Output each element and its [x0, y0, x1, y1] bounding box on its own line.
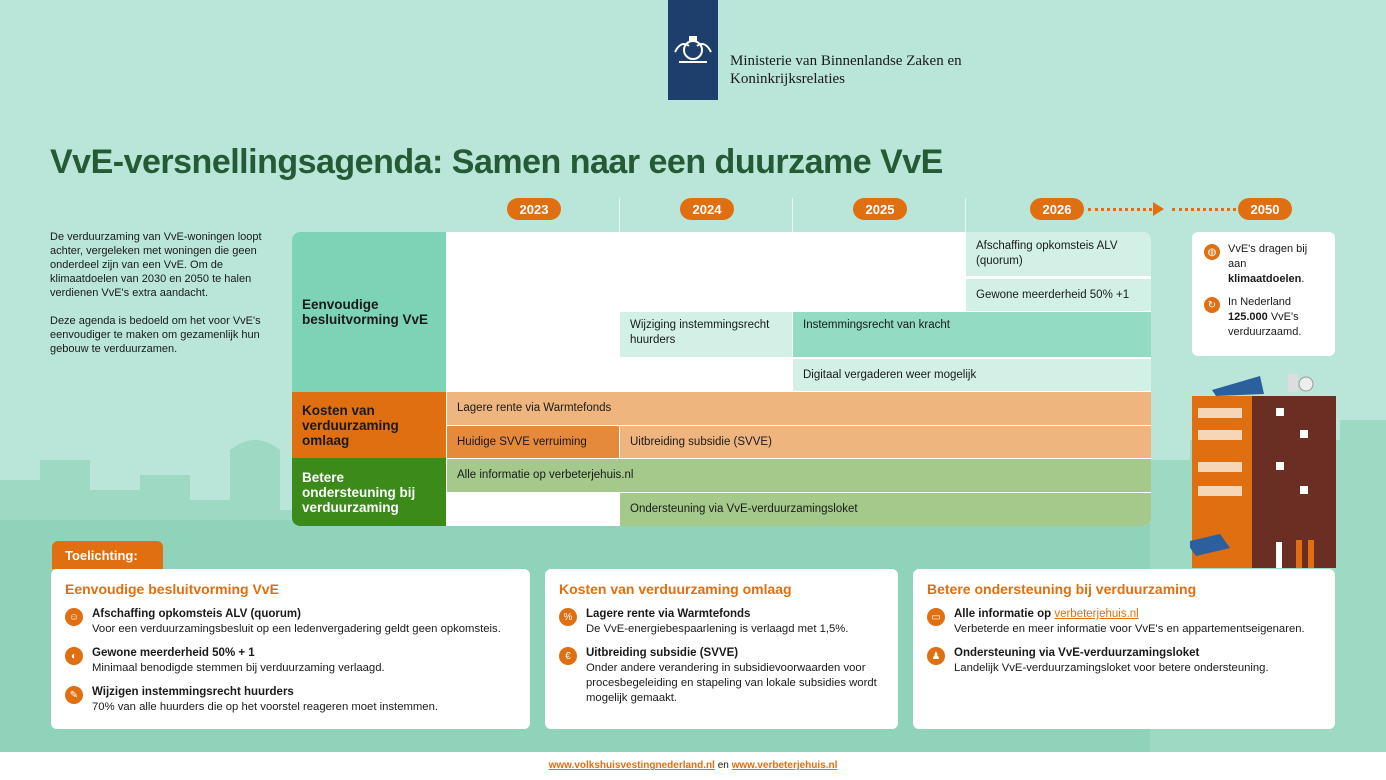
cell-gewone-meerderheid: Gewone meerderheid 50% +1 [966, 279, 1151, 311]
laptop-icon: ▭ [927, 608, 945, 626]
ministry-line2: Koninkrijksrelaties [730, 71, 845, 87]
percent-icon: % [559, 608, 577, 626]
timeline-arrow-icon [1153, 202, 1164, 216]
category-besluitvorming: Eenvoudige besluitvorming VvE [292, 232, 446, 392]
card-title: Kosten van verduurzaming omlaag [559, 581, 792, 597]
year-2025: 2025 [853, 198, 907, 220]
list-item: ☺ Afschaffing opkomsteis ALV (quorum) Voor een verduurzamingsbesluit op een ledenvergadering geldt geen opkomsteis. [65, 607, 516, 637]
people-icon: ♟ [927, 647, 945, 665]
ministry-line1: Ministerie van Binnenlandse Zaken en [730, 53, 962, 69]
roadmap-matrix [292, 232, 1151, 526]
globe-icon: ◍ [1204, 244, 1220, 260]
year-divider [619, 198, 620, 232]
year-divider [965, 198, 966, 232]
footer [0, 752, 1386, 780]
footer-link-volkshuisvesting[interactable]: www.volkshuisvestingnederland.nl [548, 760, 715, 771]
year-2050: 2050 [1238, 198, 1292, 220]
list-item: ▭ Alle informatie op verbeterjehuis.nl Verbeterde en meer informatie voor VvE's en appartementseigenaren. [927, 607, 1321, 637]
category-ondersteuning: Betere ondersteuning bij verduurzaming [292, 458, 446, 526]
ministry-name [730, 52, 962, 88]
year-divider [792, 198, 793, 232]
page-title: VvE-versnellingsagenda: Samen naar een duurzame VvE [50, 143, 943, 181]
intro-paragraph-1: De verduurzaming van VvE-woningen loopt achter, vergeleken met woningen die geen onderdeel zijn van een VvE. Om de klimaatdoelen van 2030 en 2050 te halen verdienen VvE's extra aandacht. [50, 231, 262, 299]
footer-link-verbeterjehuis[interactable]: www.verbeterjehuis.nl [731, 760, 838, 771]
timeline-dots [1088, 208, 1152, 211]
card-title: Betere ondersteuning bij verduurzaming [927, 581, 1197, 597]
info-row-verduurzaamd: ↻ In Nederland 125.000 VvE's verduurzaamd. [1204, 295, 1323, 340]
cell-alle-informatie: Alle informatie op verbeterjehuis.nl [447, 459, 1151, 492]
goals-infobox [1192, 232, 1335, 356]
half-circle-icon: ◐ [65, 647, 83, 665]
coat-of-arms-icon [671, 32, 715, 68]
cell-lagere-rente: Lagere rente via Warmtefonds [447, 392, 1151, 425]
cell-verduurzamingsloket: Ondersteuning via VvE-verduurzamingsloket [620, 493, 1151, 526]
money-bag-icon: € [559, 647, 577, 665]
toelichting-tab: Toelichting: [52, 541, 163, 569]
list-item: % Lagere rente via Warmtefonds De VvE-energiebespaarlening is verlaagd met 1,5%. [559, 607, 884, 637]
ministry-logo [668, 0, 718, 100]
footer-separator: en [717, 760, 729, 771]
cell-wijziging-instemmingsrecht: Wijziging instemmingsrecht huurders [620, 312, 792, 357]
card-ondersteuning [913, 569, 1335, 729]
recycle-icon: ↻ [1204, 297, 1220, 313]
list-item: ♟ Ondersteuning via VvE-verduurzamingsloket Landelijk VvE-verduurzamingsloket voor betere ondersteuning. [927, 646, 1321, 676]
cell-afschaffing-opkomsteis: Afschaffing opkomsteis ALV (quorum) [966, 232, 1151, 278]
year-2023: 2023 [507, 198, 561, 220]
intro-text [50, 230, 280, 370]
cell-instemmingsrecht-van-kracht: Instemmingsrecht van kracht [793, 312, 1151, 357]
list-item: ◐ Gewone meerderheid 50% + 1 Minimaal benodigde stemmen bij verduurzaming verlaagd. [65, 646, 516, 676]
document-edit-icon: ✎ [65, 686, 83, 704]
intro-paragraph-2: Deze agenda is bedoeld om het voor VvE's eenvoudiger te maken om gezamenlijk hun gebouw te verduurzamen. [50, 315, 261, 355]
list-item: € Uitbreiding subsidie (SVVE) Onder andere verandering in subsidievoorwaarden voor procesbegeleiding en stapeling van lokale subsidies wordt mogelijk gemaakt. [559, 646, 884, 706]
card-kosten [545, 569, 898, 729]
cell-digitaal-vergaderen: Digitaal vergaderen weer mogelijk [793, 359, 1151, 391]
cell-huidige-svve: Huidige SVVE verruiming [447, 426, 619, 458]
card-title: Eenvoudige besluitvorming VvE [65, 581, 279, 597]
group-icon: ☺ [65, 608, 83, 626]
list-item: ✎ Wijzigen instemmingsrecht huurders 70% van alle huurders die op het voorstel reageren moet instemmen. [65, 685, 516, 715]
card-besluitvorming [51, 569, 530, 729]
year-2024: 2024 [680, 198, 734, 220]
timeline-dots [1172, 208, 1236, 211]
year-2026: 2026 [1030, 198, 1084, 220]
info-row-klimaatdoelen: ◍ VvE's dragen bij aan klimaatdoelen. [1204, 242, 1323, 287]
cell-uitbreiding-subsidie: Uitbreiding subsidie (SVVE) [620, 426, 1151, 458]
apartment-building-illustration [1190, 374, 1336, 568]
category-kosten: Kosten van verduurzaming omlaag [292, 392, 446, 458]
verbeterjehuis-link[interactable]: verbeterjehuis.nl [1054, 608, 1139, 620]
